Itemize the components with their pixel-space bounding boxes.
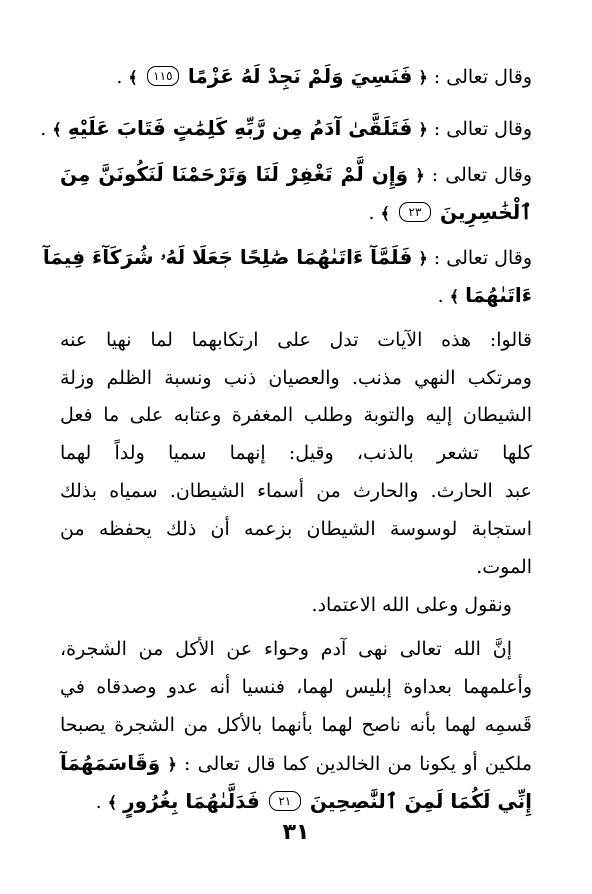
verse-intro: وقال تعالى : [431,164,533,186]
sentence-end-period: . [437,285,444,307]
ayah-number-marker: ٢٣ [399,202,431,222]
quran-verse-text: فَتَلَقَّىٰ آدَمُ مِن رَّبِّهِ كَلِمَٰتٍ فَتَابَ عَلَيْهِ [67,116,413,140]
quran-verse-text: ءَاتَىٰهُمَا [465,283,532,307]
quran-verse-text: فَنَسِيَ وَلَمْ نَجِدْ لَهُ عَزْمًا [187,64,413,88]
paragraph-2-text: ونقول وعلى الله الاعتماد. [311,594,512,616]
verse-line-4b [60,281,532,311]
paragraph-1-line: الشيطان إليه والتوبة وطلب المغفرة وعتابه على ما فعل [60,404,532,426]
sentence-end-period: . [95,791,102,813]
final-line-2 [60,787,532,817]
sentence-end-period: . [368,202,375,224]
paragraph-3-line: قَسمِه لهما بأنه ناصح لهما بأنهما بالأكل من الشجرة يصبحا [60,714,532,736]
paragraph-3-text: إنَّ الله تعالى نهى آدم وحواء عن الأكل من الشجرة، [60,638,512,660]
quran-verse-text: إِنِّي لَكُمَا لَمِنَ ٱلنَّٰصِحِينَ [309,789,532,813]
verse-line-1 [60,62,532,92]
verse-intro: وقال تعالى : [433,66,532,88]
ornate-close-bracket: ﴾ [128,68,138,87]
quran-verse-text: فَدَلَّىٰهُمَا بِغُرُورٍ [123,789,260,813]
ayah-number-marker: ١١٥ [147,66,179,86]
ornate-close-bracket: ﴾ [449,287,460,306]
paragraph-1-line: عبد الحارث. والحارث من أسماء الشيطان. سمياه بذلك [60,480,532,502]
verse-line-4a [42,243,532,273]
ayah-number-marker: ٢١ [269,791,301,811]
verse-line-3a [60,160,532,190]
final-line-1 [60,749,532,779]
quran-verse-text: وَقَاسَمَهُمَآ [60,751,161,775]
ornate-open-bracket: ﴿ [167,755,177,774]
ornate-close-bracket: ﴾ [380,204,390,223]
ornate-close-bracket: ﴾ [52,120,62,139]
paragraph-3-line [60,635,532,665]
ornate-close-bracket: ﴾ [107,793,118,812]
ornate-open-bracket: ﴿ [418,68,428,87]
ornate-open-bracket: ﴿ [415,166,425,185]
ornate-open-bracket: ﴿ [418,120,428,139]
paragraph-1-line: الموت. [476,556,532,578]
paragraph-1-line: قالوا: هذه الآيات تدل على ارتكابهما لما نهيا عنه [60,329,532,351]
paragraph-2 [60,591,532,621]
verse-line-3b [60,198,532,228]
paragraph-1-line: ومرتكب النهي مذنب. والعصيان ذنب ونسبة الظلم وزلة [60,367,532,389]
ornate-open-bracket: ﴿ [418,249,428,268]
quran-verse-text: ٱلْخَٰسِرِينَ [440,200,532,224]
sentence-end-period: . [116,66,123,88]
verse-line-2 [40,114,532,144]
paragraph-3-line: وأعلمهما بعداوة إبليس لهما، فنسيا أنه عدو وصدقاه في [60,676,532,698]
sentence-end-period: . [40,118,47,140]
quran-verse-text: فَلَمَّآ ءَاتَىٰهُمَا صَٰلِحًا جَعَلَا لَهُۥ شُرَكَآءَ فِيمَآ [42,245,413,269]
verse-intro: وقال تعالى : [433,118,532,140]
quran-verse-text: وَإِن لَّمْ تَغْفِرْ لَنَا وَتَرْحَمْنَا لَنَكُونَنَّ مِنَ [60,162,409,186]
paragraph-1-line: كلها تشعر بالذنب، وقيل: إنهما سميا ولداً لهما [60,442,532,464]
final-line-text: ملكين أو يكونا من الخالدين كما قال تعالى : [184,753,533,775]
verse-intro: وقال تعالى : [433,247,532,269]
page-number: ٣١ [282,820,310,845]
paragraph-1-line: استجابة لوسوسة الشيطان بزعمه أن ذلك يحفظه من [60,518,532,540]
